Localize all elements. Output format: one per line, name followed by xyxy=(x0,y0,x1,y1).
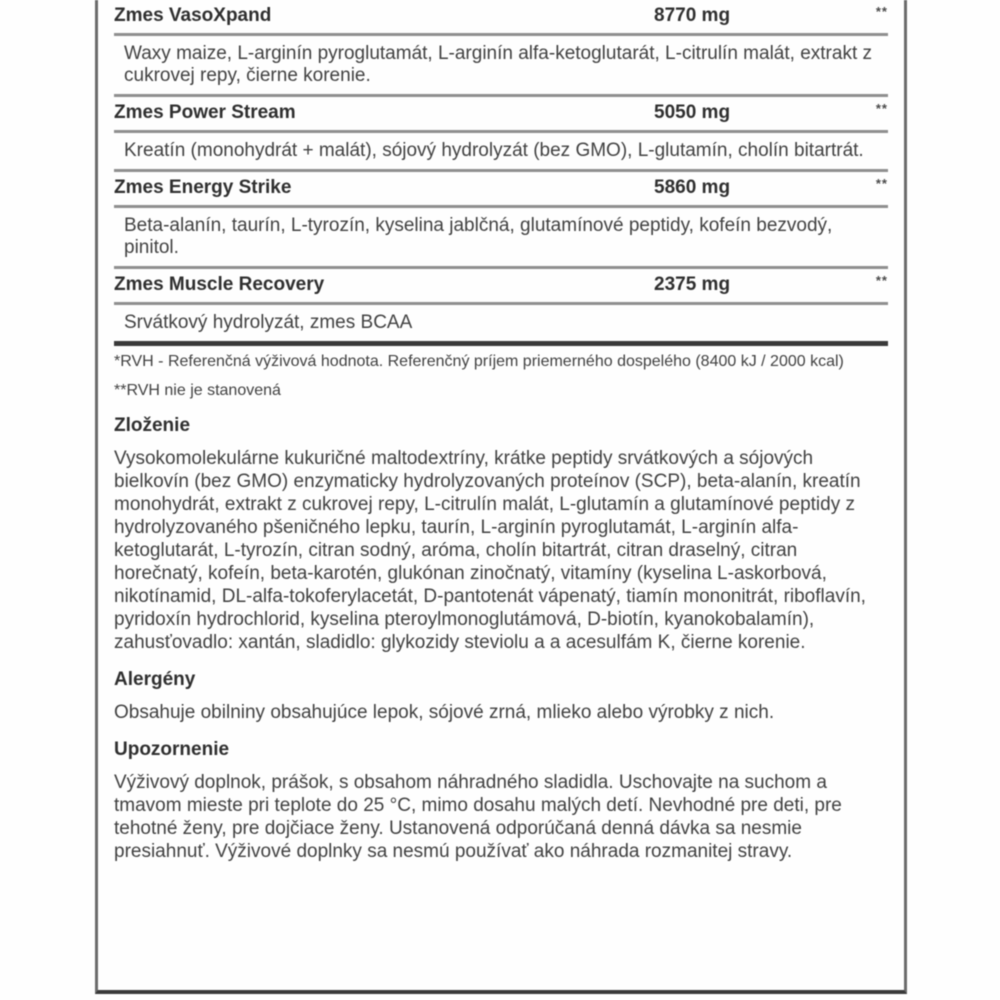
blend-amount: 5050 mg xyxy=(654,102,731,123)
blend-name: Zmes Muscle Recovery xyxy=(114,274,325,295)
allergens-text: Obsahuje obilniny obsahujúce lepok, sójové zrná, mlieko alebo výrobky z nich. xyxy=(114,702,775,723)
blend-row xyxy=(114,97,888,172)
blend-ingredients: Kreatín (monohydrát + malát), sójový hydrolyzát (bez GMO), L-glutamín, cholín bitartrát. xyxy=(124,140,864,161)
blend-header xyxy=(114,97,888,130)
blend-name: Zmes Power Stream xyxy=(114,102,296,123)
blend-row xyxy=(114,269,888,346)
blend-header xyxy=(114,0,888,33)
warning-text: Výživový doplnok, prášok, s obsahom náhradného sladidla. Uschovajte na suchom a tmavom mieste pri teplote do 25 °C, mimo dosahu malých detí. Nevhodné pre deti, pre tehotné ženy, pre dojčiace ženy. Ustanovená odporúčaná denná dávka sa nesmie presiahnuť. Výživové doplnky sa nesmú používať ako náhrada rozmanitej stravy. xyxy=(114,772,842,862)
blend-row xyxy=(114,172,888,269)
blend-amount: 2375 mg xyxy=(654,274,731,295)
footnote-rvh-not-set: **RVH nie je stanovená xyxy=(114,382,281,399)
footnote-mark: ** xyxy=(875,4,888,19)
blend-amount: 5860 mg xyxy=(654,177,731,198)
blend-ingredients: Beta-alanín, taurín, L-tyrozín, kyselina jablčná, glutamínové peptidy, kofeín bezvodý, pinitol. xyxy=(124,215,833,258)
blend-name: Zmes Energy Strike xyxy=(114,177,292,198)
warning-heading: Upozornenie xyxy=(114,739,230,760)
blend-ingredients: Waxy maize, L-arginín pyroglutamát, L-arginín alfa-ketoglutarát, L-citrulín malát, extrakt z cukrovej repy, čierne korenie. xyxy=(124,43,872,86)
blend-header xyxy=(114,172,888,205)
allergens-heading: Alergény xyxy=(114,669,196,690)
blend-row xyxy=(114,0,888,97)
table-bottom-divider xyxy=(114,341,888,346)
footnote-rvh-definition: *RVH - Referenčná výživová hodnota. Referenčný príjem priemerného dospelého (8400 kJ / 2000 kcal) xyxy=(114,353,844,370)
composition-text: Vysokomolekulárne kukuričné maltodextríny, krátke peptidy srvátkových a sójových bielkovín (bez GMO) enzymaticky hydrolyzovaných proteínov (SCP), beta-alanín, kreatín monohydrát, extrakt z cukrovej repy, L-citrulín malát, L-glutamín a glutamínové peptidy z hydrolyzovaného pšeničného lepku, taurín, L-arginín pyroglutamát, L-arginín alfa-ketoglutarát, L-tyrozín, citran sodný, aróma, cholín bitartrát, citran draselný, citran horečnatý, kofeín, beta-karotén, glukónan zinočnatý, vitamíny (kyselina L-askorbová, nikotínamid, DL-alfa-tokoferylacetát, D-pantotenát vápenatý, tiamín mononitrát, riboflavín, pyridoxín hydrochlorid, kyselina pteroylmonoglutámová, D-biotín, kyanokobalamín), zahusťovadlo: xantán, sladidlo: glykozidy steviolu a a acesulfám K, čierne korenie. xyxy=(114,448,866,653)
supplement-facts-panel xyxy=(95,0,907,994)
composition-heading: Zloženie xyxy=(114,415,191,436)
footnote-mark: ** xyxy=(875,176,888,191)
footnote-mark: ** xyxy=(875,101,888,116)
blend-header xyxy=(114,269,888,302)
blend-name: Zmes VasoXpand xyxy=(114,5,272,26)
blend-amount: 8770 mg xyxy=(654,5,731,26)
blend-ingredients: Srvátkový hydrolyzát, zmes BCAA xyxy=(124,312,413,333)
footnote-mark: ** xyxy=(875,273,888,288)
